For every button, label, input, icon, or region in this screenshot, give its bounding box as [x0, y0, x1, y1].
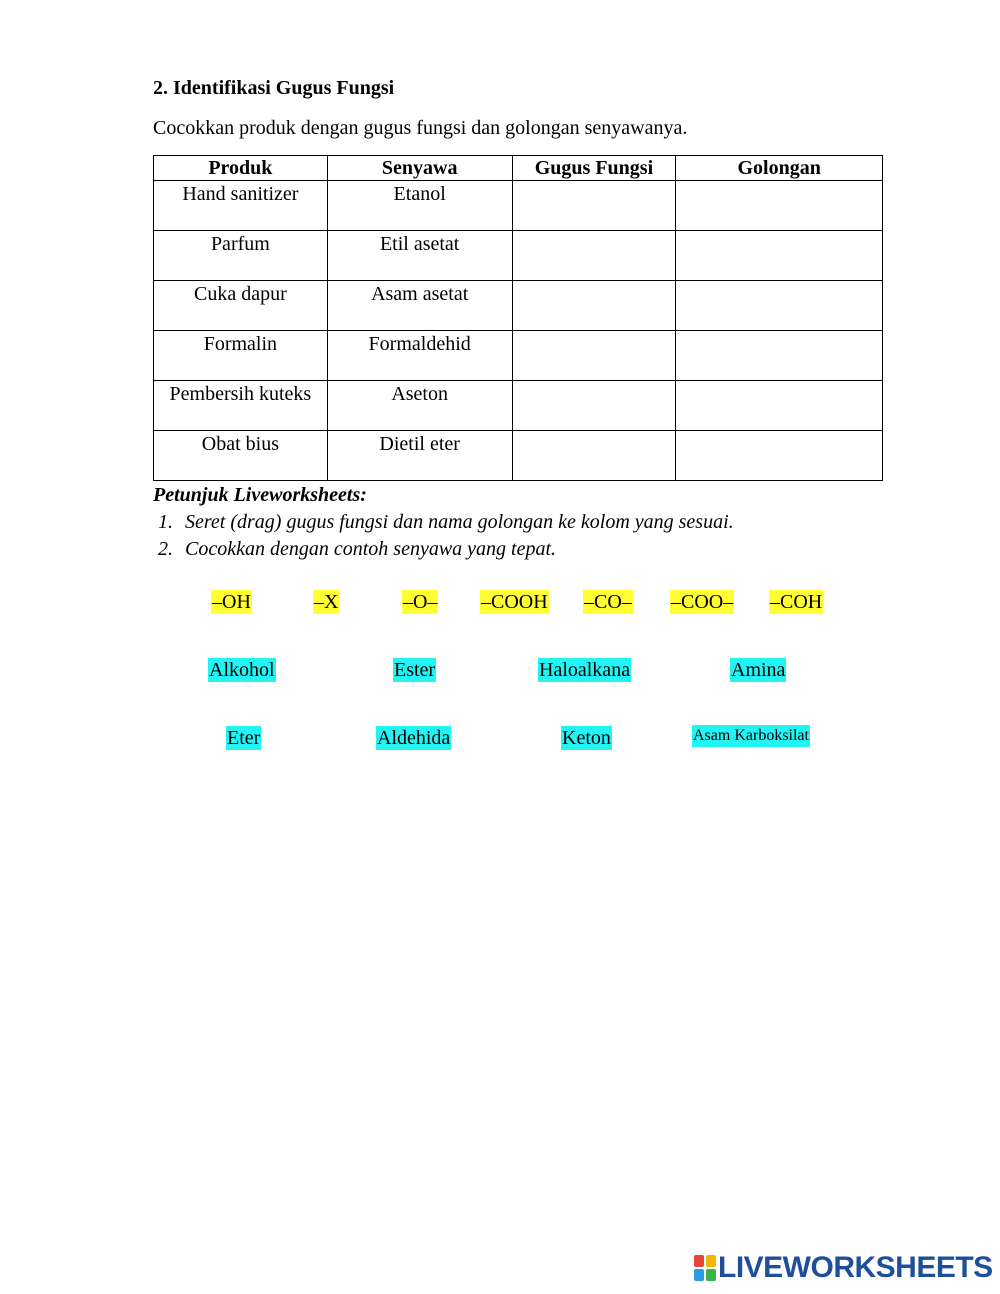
- drop-gugus-fungsi[interactable]: [512, 181, 676, 231]
- cell-produk: Parfum: [154, 231, 328, 281]
- chip-class-ester[interactable]: Ester: [394, 659, 436, 681]
- drop-golongan[interactable]: [676, 231, 883, 281]
- header-produk: Produk: [154, 156, 328, 181]
- chip-class-alkohol[interactable]: Alkohol: [209, 659, 275, 681]
- drop-gugus-fungsi[interactable]: [512, 281, 676, 331]
- table-row: [154, 281, 883, 331]
- cell-produk: Hand sanitizer: [154, 181, 328, 231]
- hint-text: Seret (drag) gugus fungsi dan nama golongan ke kolom yang sesuai.: [185, 511, 734, 533]
- drop-golongan[interactable]: [676, 431, 883, 481]
- drop-golongan[interactable]: [676, 181, 883, 231]
- table-row: [154, 231, 883, 281]
- table-row: [154, 431, 883, 481]
- cell-produk: Formalin: [154, 331, 328, 381]
- table-row: [154, 331, 883, 381]
- drop-gugus-fungsi[interactable]: [512, 381, 676, 431]
- section-title: 2. Identifikasi Gugus Fungsi: [153, 77, 395, 99]
- cell-senyawa: Asam asetat: [327, 281, 512, 331]
- cell-senyawa: Formaldehid: [327, 331, 512, 381]
- chip-group-o[interactable]: –O–: [403, 591, 438, 613]
- instruction-text: Cocokkan produk dengan gugus fungsi dan golongan senyawanya.: [153, 117, 688, 139]
- cell-senyawa: Aseton: [327, 381, 512, 431]
- liveworksheets-logo: [694, 1253, 993, 1283]
- table-header-row: [154, 156, 883, 181]
- hint-item: [153, 509, 734, 536]
- chip-group-coo[interactable]: –COO–: [671, 591, 734, 613]
- hints-list: [153, 509, 734, 563]
- drop-golongan[interactable]: [676, 381, 883, 431]
- hint-item: [153, 536, 734, 563]
- chip-class-keton[interactable]: Keton: [562, 727, 611, 749]
- cell-produk: Cuka dapur: [154, 281, 328, 331]
- drop-gugus-fungsi[interactable]: [512, 431, 676, 481]
- chip-class-haloalkana[interactable]: Haloalkana: [539, 659, 631, 681]
- chip-group-co[interactable]: –CO–: [584, 591, 632, 613]
- hint-number: 2.: [158, 538, 173, 560]
- header-senyawa: Senyawa: [327, 156, 512, 181]
- cell-senyawa: Dietil eter: [327, 431, 512, 481]
- hints-title: Petunjuk Liveworksheets:: [153, 484, 367, 506]
- cell-produk: Pembersih kuteks: [154, 381, 328, 431]
- chip-group-oh[interactable]: –OH: [212, 591, 251, 613]
- drop-golongan[interactable]: [676, 281, 883, 331]
- chip-group-cooh[interactable]: –COOH: [481, 591, 548, 613]
- cell-senyawa: Etanol: [327, 181, 512, 231]
- drop-golongan[interactable]: [676, 331, 883, 381]
- table-row: [154, 381, 883, 431]
- chip-class-eter[interactable]: Eter: [227, 727, 261, 749]
- drop-gugus-fungsi[interactable]: [512, 331, 676, 381]
- header-golongan: Golongan: [676, 156, 883, 181]
- chip-class-aldehida[interactable]: Aldehida: [377, 727, 451, 749]
- hint-text: Cocokkan dengan contoh senyawa yang tepat.: [185, 538, 557, 560]
- liveworksheets-logo-icon: [694, 1255, 716, 1281]
- chip-group-x[interactable]: –X: [314, 591, 339, 613]
- matching-table: [153, 155, 883, 481]
- drop-gugus-fungsi[interactable]: [512, 231, 676, 281]
- chip-class-amina[interactable]: Amina: [731, 659, 786, 681]
- table-row: [154, 181, 883, 231]
- header-gugus-fungsi: Gugus Fungsi: [512, 156, 676, 181]
- cell-produk: Obat bius: [154, 431, 328, 481]
- chip-class-asam-karboksilat[interactable]: Asam Karboksilat: [692, 725, 810, 747]
- chip-group-coh[interactable]: –COH: [770, 591, 823, 613]
- brand-name: LIVEWORKSHEETS: [718, 1251, 993, 1284]
- hint-number: 1.: [158, 511, 173, 533]
- cell-senyawa: Etil asetat: [327, 231, 512, 281]
